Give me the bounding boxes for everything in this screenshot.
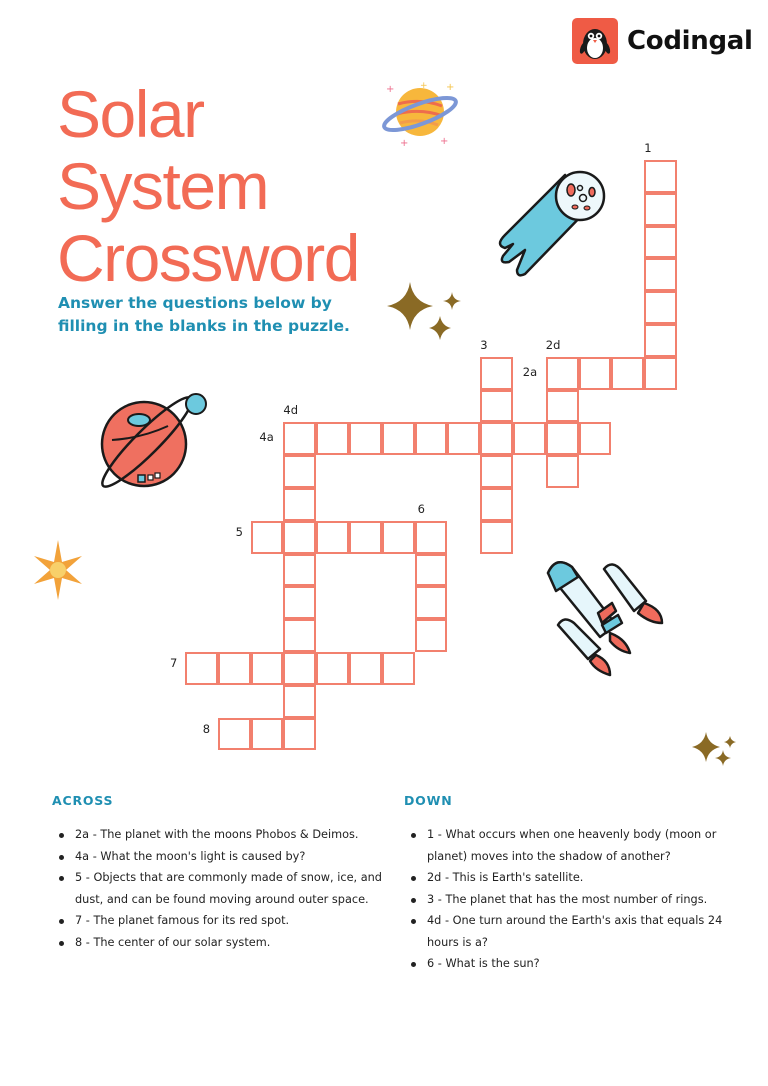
crossword-cell[interactable] bbox=[349, 652, 382, 685]
clue-item: 2d - This is Earth's satellite. bbox=[427, 867, 734, 889]
crossword-cell[interactable] bbox=[447, 422, 480, 455]
crossword-cell[interactable] bbox=[415, 586, 448, 619]
crossword-cell[interactable] bbox=[579, 357, 612, 390]
brand-name: Codingal bbox=[627, 26, 753, 56]
crossword-cell[interactable] bbox=[644, 357, 677, 390]
crossword-cell[interactable] bbox=[382, 521, 415, 554]
crossword-cell[interactable] bbox=[283, 455, 316, 488]
title-line-1: Solar bbox=[57, 77, 204, 151]
crossword-cell[interactable] bbox=[480, 455, 513, 488]
svg-text:+: + bbox=[386, 84, 395, 95]
crossword-cell[interactable] bbox=[251, 521, 284, 554]
clue-item: 7 - The planet famous for its red spot. bbox=[75, 910, 392, 932]
clue-item: 6 - What is the sun? bbox=[427, 953, 734, 975]
crossword-cell[interactable] bbox=[251, 652, 284, 685]
svg-text:+: + bbox=[440, 136, 449, 147]
crossword-cell[interactable] bbox=[513, 422, 546, 455]
svg-text:+: + bbox=[420, 81, 428, 91]
crossword-cell[interactable] bbox=[218, 718, 251, 751]
down-heading: DOWN bbox=[404, 793, 453, 808]
crossword-cell[interactable] bbox=[579, 422, 612, 455]
crossword-cell[interactable] bbox=[185, 652, 218, 685]
clue-number: 3 bbox=[480, 337, 488, 352]
clue-item: 4a - What the moon's light is caused by? bbox=[75, 846, 392, 868]
svg-text:+: + bbox=[446, 82, 455, 93]
crossword-cell[interactable] bbox=[480, 422, 513, 455]
across-heading: ACROSS bbox=[52, 793, 114, 808]
clue-number: 7 bbox=[170, 656, 178, 670]
crossword-cell[interactable] bbox=[644, 226, 677, 259]
crossword-cell[interactable] bbox=[283, 619, 316, 652]
clue-number: 2a bbox=[522, 364, 538, 379]
down-clues bbox=[404, 793, 734, 975]
crossword-cell[interactable] bbox=[283, 586, 316, 619]
clue-number: 6 bbox=[417, 501, 425, 516]
clue-item: 1 - What occurs when one heavenly body (moon or planet) moves into the shadow of another? bbox=[427, 824, 734, 867]
crossword-cell[interactable] bbox=[546, 390, 579, 423]
crossword-cell[interactable] bbox=[316, 422, 349, 455]
crossword-cell[interactable] bbox=[283, 554, 316, 587]
instructions: Answer the questions below by filling in the blanks in the puzzle. bbox=[58, 294, 350, 335]
crossword-cell[interactable] bbox=[415, 521, 448, 554]
crossword-cell[interactable] bbox=[316, 521, 349, 554]
crossword-cell[interactable] bbox=[644, 258, 677, 291]
crossword-cell[interactable] bbox=[283, 718, 316, 751]
clue-number: 5 bbox=[235, 524, 243, 539]
crossword-cell[interactable] bbox=[480, 521, 513, 554]
clue-item: 2a - The planet with the moons Phobos & Deimos. bbox=[75, 824, 392, 846]
crossword-cell[interactable] bbox=[611, 357, 644, 390]
crossword-cell[interactable] bbox=[546, 357, 579, 390]
crossword-cell[interactable] bbox=[415, 554, 448, 587]
crossword-cell[interactable] bbox=[283, 521, 316, 554]
crossword-cell[interactable] bbox=[349, 521, 382, 554]
crossword-cell[interactable] bbox=[251, 718, 284, 751]
crossword-cell[interactable] bbox=[382, 652, 415, 685]
crossword-cell[interactable] bbox=[415, 422, 448, 455]
crossword-cell[interactable] bbox=[283, 685, 316, 718]
clue-item: 3 - The planet that has the most number of rings. bbox=[427, 889, 734, 911]
crossword-cell[interactable] bbox=[382, 422, 415, 455]
crossword-cell[interactable] bbox=[480, 390, 513, 423]
clue-item: 5 - Objects that are commonly made of snow, ice, and dust, and can be found moving around outer space. bbox=[75, 867, 392, 910]
crossword-cell[interactable] bbox=[480, 357, 513, 390]
crossword-cell[interactable] bbox=[546, 422, 579, 455]
crossword-cell[interactable] bbox=[644, 160, 677, 193]
clue-item: 8 - The center of our solar system. bbox=[75, 932, 392, 954]
crossword-cell[interactable] bbox=[415, 619, 448, 652]
crossword-cell[interactable] bbox=[316, 652, 349, 685]
crossword-cell[interactable] bbox=[546, 455, 579, 488]
clue-number: 4d bbox=[283, 403, 299, 418]
title-line-3: Crossword bbox=[57, 221, 359, 295]
crossword-cell[interactable] bbox=[283, 652, 316, 685]
crossword-cell[interactable] bbox=[644, 193, 677, 226]
clue-number: 1 bbox=[644, 141, 652, 155]
crossword-cell[interactable] bbox=[218, 652, 251, 685]
svg-text:+: + bbox=[400, 138, 409, 148]
clue-number: 2d bbox=[545, 337, 561, 352]
clue-item: 4d - One turn around the Earth's axis that equals 24 hours is a? bbox=[427, 910, 734, 953]
crossword-cell[interactable] bbox=[283, 422, 316, 455]
across-clues bbox=[52, 793, 392, 953]
crossword-cell[interactable] bbox=[480, 488, 513, 521]
title-line-2: System bbox=[57, 149, 269, 223]
clue-number: 8 bbox=[202, 721, 211, 736]
clue-number: 4a bbox=[259, 430, 274, 445]
crossword-cell[interactable] bbox=[283, 488, 316, 521]
crossword-cell[interactable] bbox=[349, 422, 382, 455]
crossword-cell[interactable] bbox=[644, 291, 677, 324]
crossword-cell[interactable] bbox=[644, 324, 677, 357]
